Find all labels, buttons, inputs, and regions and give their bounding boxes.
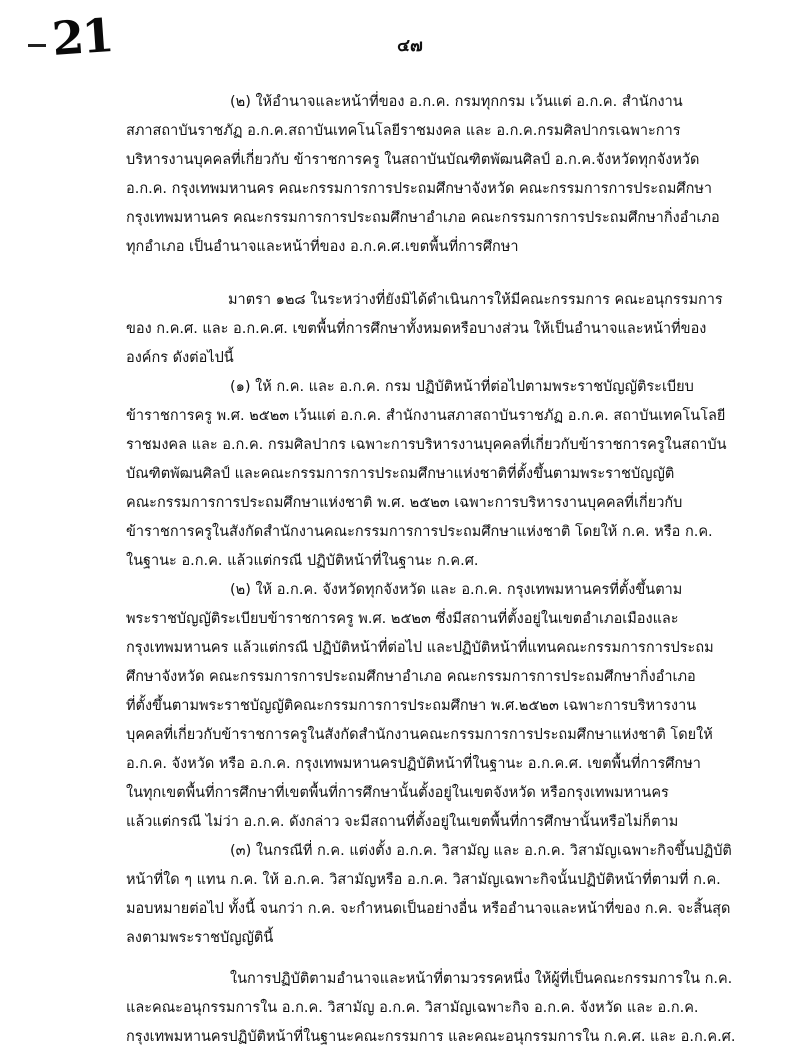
paragraph [126, 837, 766, 953]
text-line: ข้าราชการครูในสังกัดสำนักงานคณะกรรมการการประถมศึกษาแห่งชาติ โดยให้ ก.ค. หรือ ก.ค. [126, 524, 713, 540]
text-line: ในการปฏิบัติตามอำนาจและหน้าที่ตามวรรคหนึ่ง ให้ผู้ที่เป็นคณะกรรมการใน ก.ค. [230, 971, 733, 987]
text-line: มอบหมายต่อไป ทั้งนี้ จนกว่า ก.ค. จะกำหนดเป็นอย่างอื่น หรืออำนาจและหน้าที่ของ ก.ค. จะสิ้นสุด [126, 901, 731, 917]
text-line: และคณะอนุกรรมการใน อ.ก.ค. วิสามัญ อ.ก.ค. วิสามัญเฉพาะกิจ อ.ก.ค. จังหวัด และ อ.ก.ค. [126, 1000, 699, 1016]
text-line: องค์กร ดังต่อไปนี้ [126, 350, 234, 366]
paragraph [126, 373, 766, 576]
text-line: บุคคลที่เกี่ยวกับข้าราชการครูในสังกัดสำนักงานคณะกรรมการการประถมศึกษาแห่งชาติ โดยให้ [126, 727, 713, 743]
document-body [126, 88, 766, 1052]
text-line: (๓) ในกรณีที่ ก.ค. แต่งตั้ง อ.ก.ค. วิสามัญ และ อ.ก.ค. วิสามัญเฉพาะกิจขึ้นปฏิบัติ [230, 843, 732, 859]
text-line: ข้าราชการครู พ.ศ. ๒๕๒๓ เว้นแต่ อ.ก.ค. สำนักงานสภาสถาบันราชภัฏ อ.ก.ค. สถาบันเทคโนโลยี [126, 408, 726, 424]
text-line: ทุกอำเภอ เป็นอำนาจและหน้าที่ของ อ.ก.ค.ศ.เขตพื้นที่การศึกษา [126, 239, 519, 255]
text-line: ราชมงคล และ อ.ก.ค. กรมศิลปากร เฉพาะการบริหารงานบุคคลที่เกี่ยวกับข้าราชการครูในสถาบัน [126, 437, 727, 453]
text-line: หน้าที่ใด ๆ แทน ก.ค. ให้ อ.ก.ค. วิสามัญหรือ อ.ก.ค. วิสามัญเฉพาะกิจนั้นปฏิบัติหน้าที่ตามที่ ก.ค. [126, 872, 721, 888]
text-line: กรุงเทพมหานครปฏิบัติหน้าที่ในฐานะคณะกรรมการ และคณะอนุกรรมการใน ก.ค.ศ. และ อ.ก.ค.ศ. [126, 1029, 736, 1045]
text-line: สภาสถาบันราชภัฏ อ.ก.ค.สถาบันเทคโนโลยีราชมงคล และ อ.ก.ค.กรมศิลปากรเฉพาะการ [126, 123, 681, 139]
text-line: ในทุกเขตพื้นที่การศึกษาที่เขตพื้นที่การศึกษานั้นตั้งอยู่ในเขตจังหวัด หรือกรุงเทพมหานคร [126, 785, 669, 801]
page-number: ๔๗ [397, 36, 423, 56]
text-line: (๒) ให้ อ.ก.ค. จังหวัดทุกจังหวัด และ อ.ก.ค. กรุงเทพมหานครที่ตั้งขึ้นตาม [230, 582, 683, 598]
text-line: ของ ก.ค.ศ. และ อ.ก.ค.ศ. เขตพื้นที่การศึกษาทั้งหมดหรือบางส่วน ให้เป็นอำนาจและหน้าที่ของ [126, 321, 707, 337]
text-line: (๒) ให้อำนาจและหน้าที่ของ อ.ก.ค. กรมทุกกรม เว้นแต่ อ.ก.ค. สำนักงาน [230, 94, 683, 110]
margin-dash [28, 44, 46, 47]
paragraph [126, 286, 766, 373]
text-line: ลงตามพระราชบัญญัตินี้ [126, 930, 274, 946]
paragraph [126, 576, 766, 837]
handwritten-page-mark: 21 [50, 7, 114, 67]
paragraph [126, 88, 766, 262]
text-line: แล้วแต่กรณี ไม่ว่า อ.ก.ค. ดังกล่าว จะมีสถานที่ตั้งอยู่ในเขตพื้นที่การศึกษานั้นหรือไม่ก็ตาม [126, 814, 679, 830]
text-line: บัณฑิตพัฒนศิลป์ และคณะกรรมการการประถมศึกษาแห่งชาติที่ตั้งขึ้นตามพระราชบัญญัติ [126, 466, 675, 482]
text-line: คณะกรรมการการประถมศึกษาแห่งชาติ พ.ศ. ๒๕๒๓ เฉพาะการบริหารงานบุคคลที่เกี่ยวกับ [126, 495, 683, 511]
text-line: (๑) ให้ ก.ค. และ อ.ก.ค. กรม ปฏิบัติหน้าที่ต่อไปตามพระราชบัญญัติระเบียบ [230, 379, 694, 395]
text-line: อ.ก.ค. จังหวัด หรือ อ.ก.ค. กรุงเทพมหานครปฏิบัติหน้าที่ในฐานะ อ.ก.ค.ศ. เขตพื้นที่การศึกษา [126, 756, 701, 772]
text-line: บริหารงานบุคคลที่เกี่ยวกับ ข้าราชการครู ในสถาบันบัณฑิตพัฒนศิลป์ อ.ก.ค.จังหวัดทุกจังหวัด [126, 152, 700, 168]
text-line: ในฐานะ อ.ก.ค. แล้วแต่กรณี ปฏิบัติหน้าที่ในฐานะ ก.ค.ศ. [126, 553, 479, 569]
text-line: มาตรา ๑๒๘ ในระหว่างที่ยังมิได้ดำเนินการให้มีคณะกรรมการ คณะอนุกรรมการ [228, 292, 723, 308]
text-line: กรุงเทพมหานคร แล้วแต่กรณี ปฏิบัติหน้าที่ต่อไป และปฏิบัติหน้าที่แทนคณะกรรมการการประถม [126, 640, 714, 656]
paragraph [126, 965, 766, 1052]
text-line: ที่ตั้งขึ้นตามพระราชบัญญัติคณะกรรมการการประถมศึกษา พ.ศ.๒๕๒๓ เฉพาะการบริหารงาน [126, 698, 697, 714]
text-line: พระราชบัญญัติระเบียบข้าราชการครู พ.ศ. ๒๕๒๓ ซึ่งมีสถานที่ตั้งอยู่ในเขตอำเภอเมืองและ [126, 611, 679, 627]
text-line: กรุงเทพมหานคร คณะกรรมการการประถมศึกษาอำเภอ คณะกรรมการการประถมศึกษากิ่งอำเภอ [126, 210, 720, 226]
text-line: ศึกษาจังหวัด คณะกรรมการการประถมศึกษาอำเภอ คณะกรรมการการประถมศึกษากิ่งอำเภอ [126, 669, 696, 685]
text-line: อ.ก.ค. กรุงเทพมหานคร คณะกรรมการการประถมศึกษาจังหวัด คณะกรรมการการประถมศึกษา [126, 181, 713, 197]
